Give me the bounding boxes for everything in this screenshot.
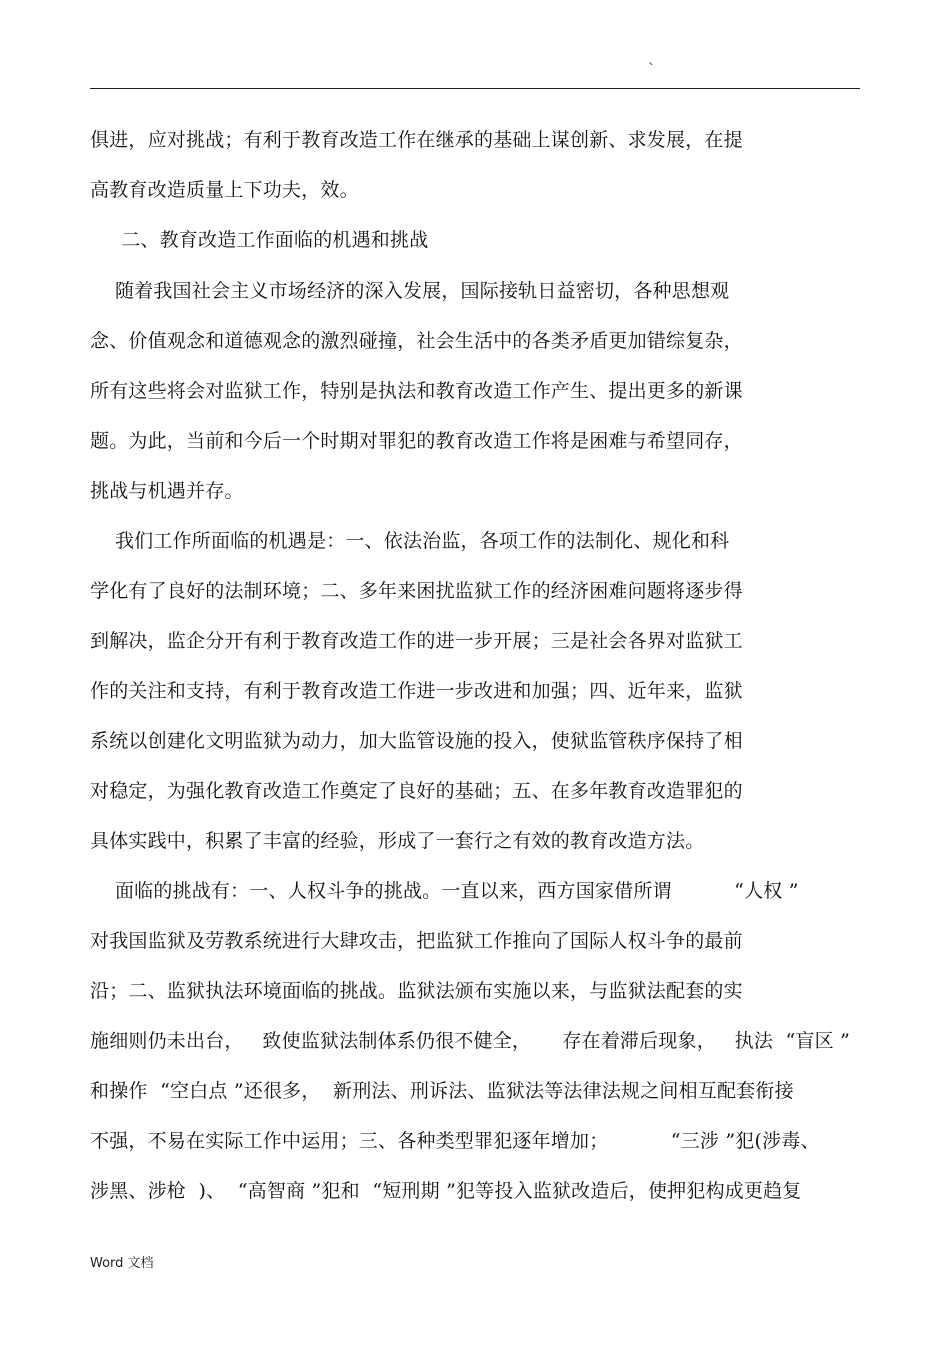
body-line-5: 念、价值观念和道德观念的激烈碰撞，社会生活中的各类矛盾更加错综复杂， <box>90 330 743 352</box>
body-line-7: 题。为此，当前和今后一个时期对罪犯的教育改造工作将是困难与希望同存， <box>90 430 743 452</box>
body-line-19: 施细则仍未出台， 致使监狱法制体系仍很不健全， 存在着滞后现象， 执法 “盲区 ” <box>90 1030 850 1052</box>
section-heading: 二、教育改造工作面临的机遇和挑战 <box>90 229 429 251</box>
body-line-12: 作的关注和支持，有利于教育改造工作进一步改进和加强；四、近年来，监狱 <box>90 680 743 702</box>
body-line-18: 沿；二、监狱执法环境面临的挑战。监狱法颁布实施以来，与监狱法配套的实 <box>90 980 743 1002</box>
body-line-17: 对我国监狱及劳教系统进行大肆攻击，把监狱工作推向了国际人权斗争的最前 <box>90 930 743 952</box>
body-line-21: 不强，不易在实际工作中运用；三、各种类型罪犯逐年增加； “三涉 ”犯(涉毒、 <box>90 1130 820 1152</box>
footer-label: Word 文档 <box>90 1256 154 1271</box>
body-line-22: 涉黑、涉枪 )、 “高智商 ”犯和 “短刑期 ”犯等投入监狱改造后，使押犯构成更趋复 <box>90 1180 802 1202</box>
body-line-15: 具体实践中，积累了丰富的经验，形成了一套行之有效的教育改造方法。 <box>90 830 705 852</box>
body-line-1: 俱进，应对挑战；有利于教育改造工作在继承的基础上谋创新、求发展，在提 <box>90 129 743 151</box>
body-line-6: 所有这些将会对监狱工作，特别是执法和教育改造工作产生、提出更多的新课 <box>90 380 743 402</box>
body-line-16: 面临的挑战有：一、人权斗争的挑战。一直以来，西方国家借所谓 “人权 ” <box>90 880 799 902</box>
body-line-13: 系统以创建化文明监狱为动力，加大监管设施的投入，使狱监管秩序保持了相 <box>90 730 743 752</box>
body-line-2: 高教育改造质量上下功夫，效。 <box>90 179 359 201</box>
body-line-10: 学化有了良好的法制环境；二、多年来困扰监狱工作的经济困难问题将逐步得 <box>90 580 743 602</box>
body-line-8: 挑战与机遇并存。 <box>90 480 244 502</box>
body-line-11: 到解决，监企分开有利于教育改造工作的进一步开展；三是社会各界对监狱工 <box>90 630 743 652</box>
header-mark: ` <box>648 62 655 78</box>
header-rule <box>90 88 860 89</box>
body-line-20: 和操作 “空白点 ”还很多， 新刑法、刑诉法、监狱法等法律法规之间相互配套衔接 <box>90 1080 794 1102</box>
body-line-14: 对稳定，为强化教育改造工作奠定了良好的基础；五、在多年教育改造罪犯的 <box>90 780 743 802</box>
body-line-9: 我们工作所面临的机遇是：一、依法治监，各项工作的法制化、规化和科 <box>90 530 730 552</box>
body-line-4: 随着我国社会主义市场经济的深入发展，国际接轨日益密切，各种思想观 <box>90 280 730 302</box>
